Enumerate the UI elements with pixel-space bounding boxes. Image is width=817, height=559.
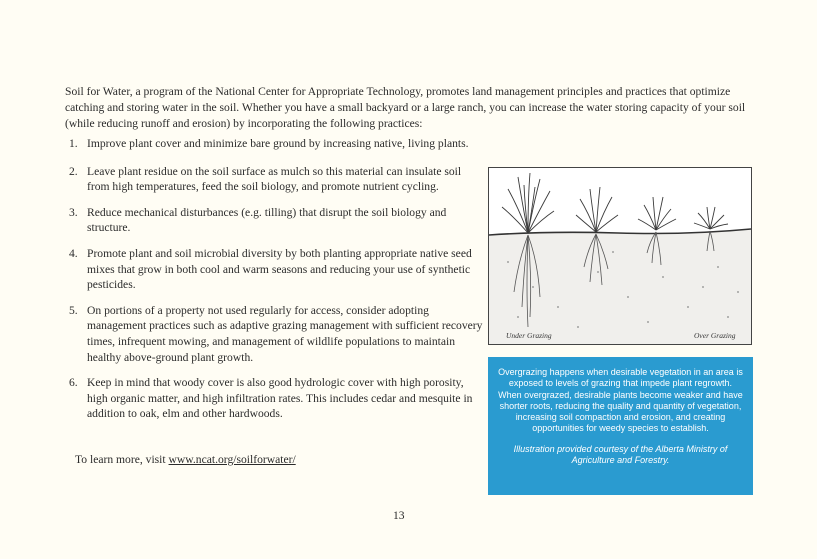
item-number: 1. xyxy=(69,137,78,150)
item-number: 5. xyxy=(69,303,78,317)
label-under-grazing: Under Grazing xyxy=(506,331,552,340)
practices-list xyxy=(65,136,485,432)
item-text: Reduce mechanical disturbances (e.g. tilling) that disrupt the soil biology and structure. xyxy=(87,205,447,235)
item-number: 6. xyxy=(69,376,78,390)
caption-box xyxy=(488,357,753,495)
grazing-illustration xyxy=(488,167,752,345)
item-number: 4. xyxy=(69,246,78,260)
list-item xyxy=(65,375,485,422)
learn-more xyxy=(75,452,296,468)
learn-more-text: To learn more, visit xyxy=(75,453,169,466)
item-number: 3. xyxy=(69,205,78,219)
soil-for-water-link[interactable]: www.ncat.org/soilforwater/ xyxy=(168,453,296,466)
grazing-illustration-svg xyxy=(488,167,752,345)
list-item xyxy=(65,164,485,195)
caption-text: Overgrazing happens when desirable vegetation in an area is exposed to levels of grazing that impede plant regrowth. When overgrazed, desirable plants become weaker and have shorter roots, reducing the quality and quantity of vegetation, increasing soil compaction and erosion, and creating opportunities for weedy species to establish. xyxy=(498,367,743,434)
list-item xyxy=(65,205,485,236)
list-item xyxy=(65,303,485,365)
item-text: Improve plant cover and minimize bare ground by increasing native, living plants. xyxy=(87,137,469,150)
intro-paragraph: Soil for Water, a program of the National Center for Appropriate Technology, promotes land management principles and practices that optimize catching and storing water in the soil. Whether you have a small backyard or a large ranch, you can increase the water storing capacity of your soil (while reducing runoff and erosion) by incorporating the following practices: xyxy=(65,85,746,130)
list-item xyxy=(65,246,485,293)
item-number: 2. xyxy=(69,164,78,178)
list-item xyxy=(65,136,485,152)
item-text: Leave plant residue on the soil surface as mulch so this material can insulate soil from high temperatures, feed the soil biology, and promote nutrient cycling. xyxy=(87,164,462,194)
item-text: On portions of a property not used regularly for access, consider adopting management practices such as adaptive grazing management with sufficient recovery times, infrequent mowing, and management of wildlife populations to maintain healthy above-ground plant growth. xyxy=(87,303,483,364)
label-over-grazing: Over Grazing xyxy=(694,331,736,340)
page-number: 13 xyxy=(393,509,405,522)
item-text: Keep in mind that woody cover is also good hydrologic cover with high porosity, high organic matter, and high infiltration rates. This includes cedar and mesquite in addition to oak, elm and other hardwoods. xyxy=(87,376,473,421)
item-text: Promote plant and soil microbial diversity by both planting appropriate native seed mixes that grow in both cool and warm seasons and reducing your use of synthetic pesticides. xyxy=(87,246,472,292)
caption-credit: Illustration provided courtesy of the Alberta Ministry of Agriculture and Forestry. xyxy=(513,443,728,466)
